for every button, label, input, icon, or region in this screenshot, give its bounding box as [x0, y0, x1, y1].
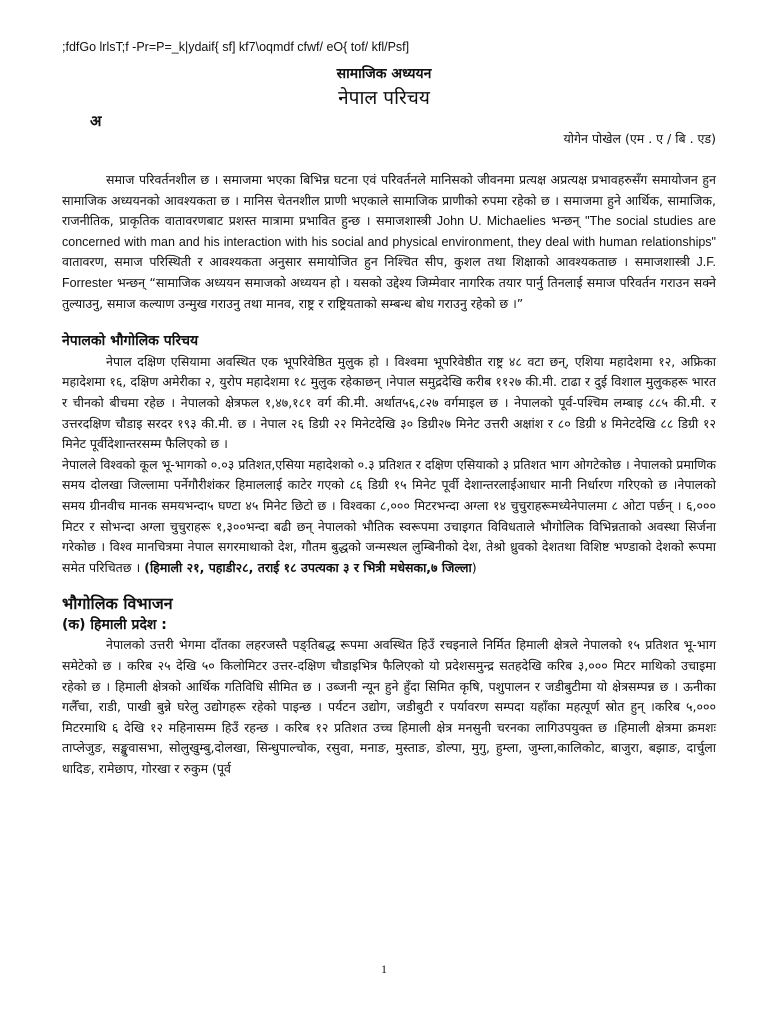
district-count-summary: (हिमाली २१, पहाडी२८, तराई १८ उपत्यका ३ र भित्री मधेसका,७ जिल्ला: [144, 559, 472, 575]
quoted-author-2: J.F. Forrester: [62, 255, 716, 290]
section-heading-division: भौगोलिक विभाजन: [62, 594, 173, 614]
intro-text-end: भन्छन् “सामाजिक अध्ययन समाजको अध्ययन हो । यसको उद्देश्य जिम्मेवार नागरिक तयार पार्नु तिनलाई समाज परिवर्तन गराउन सक्ने तुल्याउनु, समाज कल्याण उन्मुख गराउनु तथा मानव, राष्ट्र र राष्ट्रियताको सम्बन्ध बोध गराउनु रहेको छ ।”: [62, 274, 716, 311]
intro-text-middle: वातावरण, समाज परिस्थिती र आवश्यकता अनुसार समायोजित हुन निश्चित सीप, कुशल तथा शिक्षाको आवश्यकताछ । समाजशास्त्री: [62, 254, 697, 270]
subsection-heading-himali: (क) हिमाली प्रदेश :: [62, 616, 167, 633]
section-heading-geo-intro: नेपालको भौगोलिक परिचय: [62, 333, 199, 350]
english-quote: "The social studies are concerned with man and his interaction with his social and physical environment, they deal with human relationships": [62, 214, 716, 249]
intro-text-start: समाज परिवर्तनशील छ । समाजमा भएका बिभिन्न घटना एवं परिवर्तनले मानिसको जीवनमा प्रत्यक्ष अप्रत्यक्ष प्रभावहरुसँग समायोजन हुन सामाजिक अध्ययनको आवश्यकता छ । मानिस चेतनशील प्राणी भएकाले सामाजिक प्राणीको रुपमा रहेको छ । समाजमा हुने आर्थिक, सामाजिक, राजनीतिक, प्राकृतिक वातावरणबाट प्रशस्त मात्रामा प्रभावित हुन्छ । समाजशास्त्री: [62, 172, 716, 229]
intro-says: भन्छन्: [545, 213, 586, 229]
geo-intro-paragraph-2: [62, 455, 716, 579]
page-number: 1: [381, 962, 387, 976]
geo-intro-p2-text: नेपालले विश्वको कूल भू-भागको ०.०३ प्रतिशत,एसिया महादेशको ०.३ प्रतिशत र दक्षिण एसियाको ३ प्रतिशत भाग ओगटेकोछ । नेपालको प्रमाणिक समय दोलखा जिल्लामा पर्नेगौरीशंकर हिमाललाई काटेर गएको ८६ डिग्री १५ मिनेट पूर्वी देशान्तरलाईआधार मानी निर्धारण गरिएको छ ।नेपालको समय ग्रीनवीच मानक समयभन्दा५ घण्टा ४५ मिनेट छिटो छ । विश्वका ८,००० मिटरभन्दा अग्ला १४ चुचुराहरूमध्येनेपालमा ८ ओटा पर्छन् । ६,००० मिटर र सोभन्दा अग्ला चुचुराहरू १,३००भन्दा बढी छन् नेपालको भौतिक स्वरूपमा उचाइगत विविधताले भौगोलिक विभिन्नताको अवस्था सिर्जना गरेकोछ । विश्व मानचित्रमा नेपाल सगरमाथाको देश, गौतम बुद्धको जन्मस्थल लुम्बिनीको देश, तेश्रो ध्रुवको देशतथा विशिष्ट भण्डाको देशको रूपमा समेत परिचितछ ।: [62, 456, 716, 575]
subject-heading: सामाजिक अध्ययन: [336, 66, 432, 82]
quoted-author-1: John U. Michaelies: [436, 214, 546, 229]
document-body: [62, 170, 716, 780]
intro-paragraph: [62, 170, 716, 314]
legacy-font-header-line: ;fdfGo lrlsT;f -Pr=P=_k|ydaif{ sf] kf7\oqmdf cfwf/ eO{ tof/ kfl/Psf]: [62, 40, 410, 54]
author-line: योगेन पोखेल (एम . ए / बि . एड): [563, 131, 716, 146]
section-mark: अ: [90, 112, 102, 130]
district-count-close: ): [471, 559, 477, 575]
geo-intro-paragraph-1: नेपाल दक्षिण एसियामा अवस्थित एक भूपरिवेष्ठित मुलुक हो । विश्वमा भूपरिवेष्ठीत राष्ट्र ४८ वटा छन्, एशिया महादेशमा १२, अफ्रिका महादेशमा १६, दक्षिण अमेरीका २, युरोप महादेशमा १८ मुलुक रहेकाछन् ।नेपाल समुद्रदेखि करीब ११२७ की.मी. टाढा र दुई विशाल मुलुकहरू भारत र चीनको बीचमा रहेछ । नेपालको क्षेत्रफल १,४७,१८१ वर्ग की.मी. अर्थात५६,८२७ वर्गमाइल छ । नेपालको पूर्व-पश्चिम लम्बाइ ८८५ की.मी. र उत्तरदक्षिण चौडाइ सरदर १९३ की.मी. छ । नेपाल २६ डिग्री २२ मिनेटदेखि ३० डिग्री२७ मिनेट उत्तरी अक्षांश र ८० डिग्री ४ मिनेटदेखि ८८ डिग्री १२ मिनेट पूर्वीदेशान्तरसम्म फैलिएको छ ।: [62, 353, 716, 452]
himali-paragraph: नेपालको उत्तरी भेगमा दाँतका लहरजस्तै पङ्तिबद्ध रूपमा अवस्थित हिउँ रचइनाले निर्मित हिमाली क्षेत्रले नेपालको १५ प्रतिशत भू-भाग समेटेको छ । करिब २५ देखि ५० किलोमिटर उत्तर-दक्षिण चौडाइभित्र फैलिएको यो प्रदेशसमुन्द्र सतहदेखि करिब ३,००० मिटर माथिको उचाइमा रहेको छ । हिमाली क्षेत्रको आर्थिक गतिविधि सीमित छ । उब्जनी न्यून हुने हुँदा सिमित कृषि, पशुपालन र जडीबुटीमा यो क्षेत्रसम्पन्न छ । ऊनीका गलैँचा, राडी, पाखी बुन्ने घरेलु उद्योगहरू रहेको पाइन्छ । पर्यटन उद्योग, जडीबुटी र पर्यावरण सम्पदा यहाँका महत्पूर्ण स्रोत हुन् ।करिब ५,००० मिटरमाथि ६ देखि १२ महिनासम्म हिउँ रहन्छ । करिब १२ प्रतिशत उच्च हिमाली क्षेत्र मनसुनी चरनका लागिउपयुक्त छ ।हिमाली क्षेत्रमा क्रमशः ताप्लेजुङ, सङ्खुवासभा, सोलुखुम्बु,दोलखा, सिन्धुपाल्चोक, रसुवा, मनाङ, मुस्ताङ, डोल्पा, मुगु, हुम्ला, जुम्ला,कालिकोट, बाजुरा, बझाङ, दार्चुला धादिङ, रामेछाप, गोरखा र रुकुम (पूर्व: [62, 637, 716, 777]
page-title: नेपाल परिचय: [338, 87, 430, 109]
